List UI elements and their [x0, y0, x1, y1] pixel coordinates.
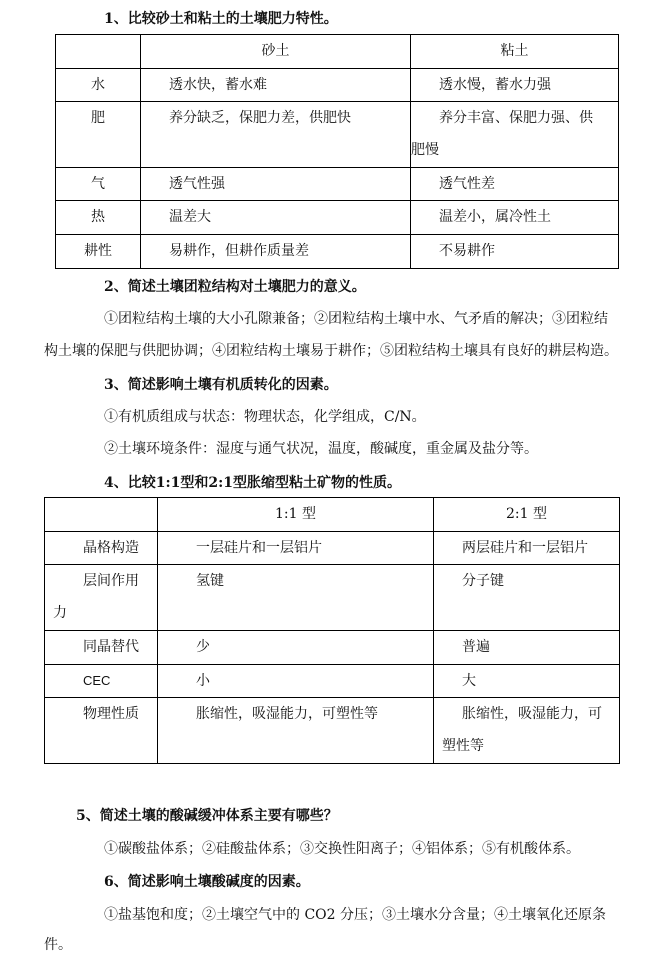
row-label: 肥 [56, 102, 141, 168]
q5-title: 5、简述土壤的酸碱缓冲体系主要有哪些？ [76, 808, 338, 824]
cell-11: 小 [196, 673, 210, 689]
header-cell-11: 1:1 型 [158, 498, 434, 532]
clay-cell: 不易耕作 [439, 243, 495, 259]
table-header-row [56, 35, 619, 69]
table-row [45, 631, 620, 665]
cell-21: 普遍 [462, 639, 490, 655]
cell-21-line1: 胀缩性，吸湿能力，可 [462, 706, 602, 722]
q1-title: 1、比较砂土和粘土的土壤肥力特性。 [104, 11, 338, 27]
table-row [45, 665, 620, 698]
header-cell [45, 498, 158, 532]
clay-mineral-table [44, 497, 620, 764]
cell-11: 少 [196, 639, 210, 655]
q5-text-line1: ①碳酸盐体系；②硅酸盐体系；③交换性阳离子；④铝体系；⑤有机酸体系。 [104, 841, 580, 857]
header-cell-clay: 粘土 [411, 35, 619, 69]
table-header-row [45, 498, 620, 532]
sand-cell: 透气性强 [169, 176, 225, 192]
table-row [56, 168, 619, 201]
header-cell [56, 35, 141, 69]
table-row [45, 532, 620, 565]
cell-21: 分子键 [462, 573, 504, 589]
cell-11: 氢键 [196, 573, 224, 589]
q2-title: 2、简述土壤团粒结构对土壤肥力的意义。 [104, 279, 366, 295]
sand-clay-table [55, 34, 619, 269]
row-label-line1: 层间作用 [83, 573, 139, 589]
header-cell-sand: 砂土 [141, 35, 411, 69]
cell-21-line2: 塑性等 [442, 738, 484, 754]
sand-cell: 透水快，蓄水难 [169, 77, 267, 93]
q6-title: 6、简述影响土壤酸碱度的因素。 [104, 874, 310, 890]
header-cell-21: 2:1 型 [434, 498, 620, 532]
q6-text-line2: 件。 [44, 937, 72, 953]
row-label: 气 [56, 168, 141, 201]
row-label: 水 [56, 69, 141, 102]
clay-cell-line1: 养分丰富、保肥力强、供 [439, 110, 593, 126]
sand-cell: 养分缺乏，保肥力差，供肥快 [169, 110, 351, 126]
row-label: 同晶替代 [83, 639, 139, 655]
sand-cell: 温差大 [169, 209, 211, 225]
sand-cell: 易耕作，但耕作质量差 [169, 243, 309, 259]
clay-cell: 透气性差 [439, 176, 495, 192]
clay-cell: 温差小，属冷性土 [439, 209, 551, 225]
row-label: 热 [56, 201, 141, 235]
row-label-line2: 力 [53, 605, 67, 621]
clay-cell-line2: 肥慢 [411, 142, 439, 158]
row-label: 物理性质 [83, 706, 139, 722]
table-row [45, 565, 620, 631]
row-label: CEC [83, 673, 111, 688]
q2-text-line2: 构土壤的保肥与供肥协调；④团粒结构土壤易于耕作；⑤团粒结构土壤具有良好的耕层构造。 [44, 343, 618, 359]
cell-21: 大 [462, 673, 476, 689]
q3-text-line1: ①有机质组成与状态：物理状态，化学组成，C/N。 [104, 409, 426, 425]
table-row [56, 69, 619, 102]
cell-21: 两层硅片和一层铝片 [462, 540, 588, 556]
q4-title: 4、比较1:1型和2:1型胀缩型粘土矿物的性质。 [104, 475, 402, 491]
clay-cell: 透水慢，蓄水力强 [439, 77, 551, 93]
table-row [45, 698, 620, 764]
row-label: 晶格构造 [83, 540, 139, 556]
q2-text-line1: ①团粒结构土壤的大小孔隙兼备；②团粒结构土壤中水、气矛盾的解决；③团粒结 [104, 311, 608, 327]
table-row [56, 201, 619, 235]
table-row [56, 102, 619, 168]
cell-11: 胀缩性，吸湿能力，可塑性等 [196, 706, 378, 722]
q6-text-line1: ①盐基饱和度；②土壤空气中的 CO2 分压；③土壤水分含量；④土壤氧化还原条 [104, 907, 606, 923]
q3-title: 3、简述影响土壤有机质转化的因素。 [104, 377, 338, 393]
table-row [56, 235, 619, 269]
row-label: 耕性 [56, 235, 141, 269]
q3-text-line2: ②土壤环境条件：湿度与通气状况，温度，酸碱度，重金属及盐分等。 [104, 441, 538, 457]
cell-11: 一层硅片和一层铝片 [196, 540, 322, 556]
